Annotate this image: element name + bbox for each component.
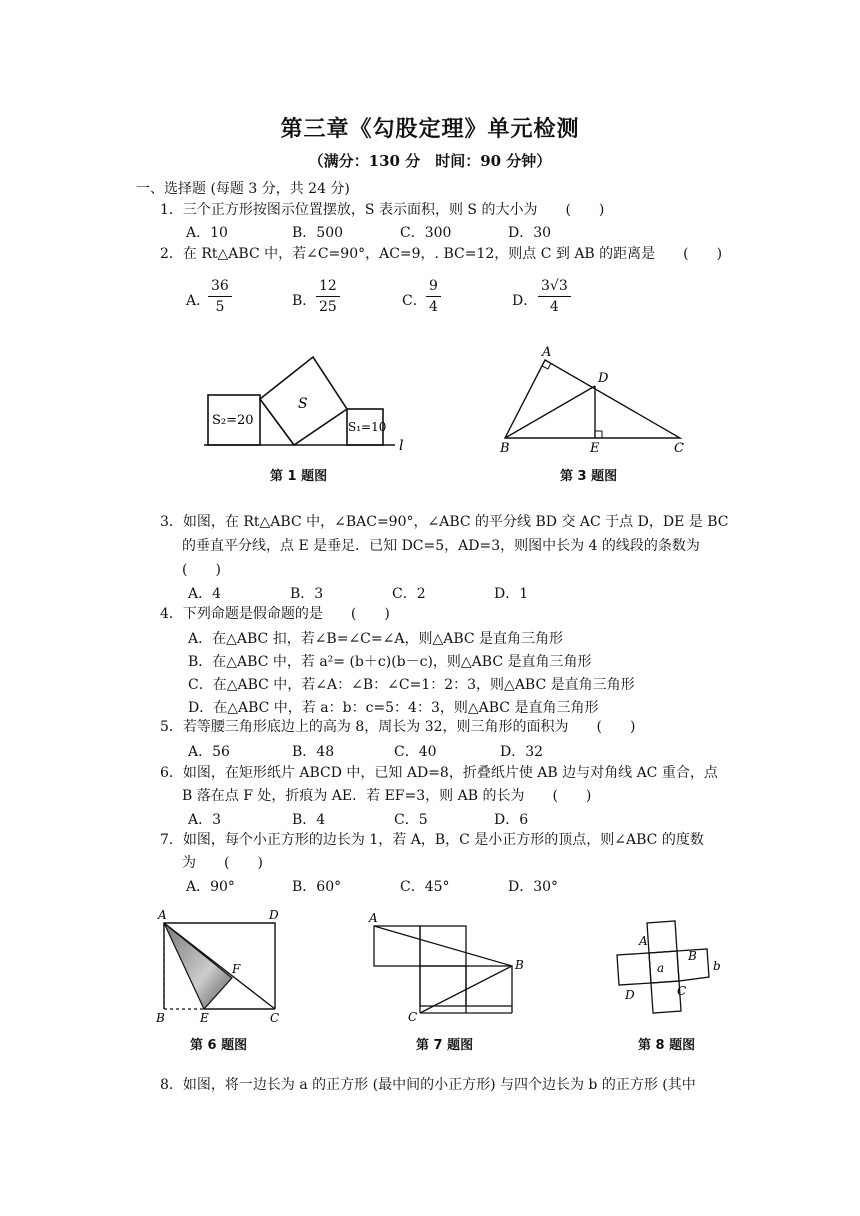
question-2-option-b-fraction xyxy=(316,278,340,315)
fig8-label-b-side: b xyxy=(713,959,721,973)
question-5-option-c: C．40 xyxy=(394,744,437,760)
fig8-label-d-point: D xyxy=(625,988,635,1002)
fraction-denominator: 4 xyxy=(549,299,559,315)
question-1-option-c: C．300 xyxy=(400,225,452,241)
fraction-numerator: 9 xyxy=(426,278,441,297)
figure-7-caption: 第 7 题图 xyxy=(416,1038,474,1053)
question-3-option-d: D．1 xyxy=(494,586,529,602)
question-5-option-b: B．48 xyxy=(292,744,335,760)
fig8-label-c-point: C xyxy=(677,984,687,998)
question-8-stem: 8．如图，将一边长为 a 的正方形 (最中间的小正方形) 与四个边长为 b 的正方形 (其中 xyxy=(160,1077,696,1093)
question-6-stem-line-1: 6．如图，在矩形纸片 ABCD 中，已知 AD=8，折叠纸片使 AB 边与对角线 AC 重合，点 xyxy=(160,765,718,781)
figure-8 xyxy=(605,915,730,1025)
figure-6 xyxy=(152,905,292,1025)
fig6-label-b: B xyxy=(156,1011,165,1025)
question-2-option-a-letter: A． xyxy=(186,293,211,309)
question-7-option-b: B．60° xyxy=(292,879,342,895)
question-4-option-c: C．在△ABC 中，若∠A：∠B：∠C=1：2：3，则△ABC 是直角三角形 xyxy=(188,677,635,693)
section-heading: 一、选择题 (每题 3 分，共 24 分) xyxy=(136,181,350,197)
figure-3-caption: 第 3 题图 xyxy=(560,469,618,484)
figure-1 xyxy=(200,350,420,460)
question-6-stem-line-2: B 落在点 F 处，折痕为 AE．若 EF=3，则 AB 的长为 ( ) xyxy=(182,788,592,804)
question-7-option-c: C．45° xyxy=(400,879,450,895)
question-4-option-a: A．在△ABC 扣，若∠B=∠C=∠A，则△ABC 是直角三角形 xyxy=(188,631,564,647)
fig3-label-d: D xyxy=(598,371,609,386)
question-5-stem: 5．若等腰三角形底边上的高为 8，周长为 32，则三角形的面积为 ( ) xyxy=(160,719,636,735)
fig6-label-d: D xyxy=(269,908,279,922)
fig3-label-e: E xyxy=(590,441,600,456)
fig8-label-a-side: a xyxy=(657,961,665,975)
figure-8-caption: 第 8 题图 xyxy=(638,1038,696,1053)
question-2-stem: 2．在 Rt△ABC 中，若∠C=90°，AC=9，. BC=12，则点 C 到 AB 的距离是 ( ) xyxy=(160,246,723,262)
question-5-option-a: A．56 xyxy=(188,744,230,760)
question-6-option-a: A．3 xyxy=(188,812,222,828)
question-7-stem-line-1: 7．如图，每个小正方形的边长为 1，若 A，B，C 是小正方形的顶点，则∠ABC 的度数 xyxy=(160,832,704,848)
question-2-option-c-fraction xyxy=(426,278,441,315)
question-7-option-a: A．90° xyxy=(186,879,235,895)
question-7-option-d: D．30° xyxy=(508,879,559,895)
question-4-option-d: D．在△ABC 中，若 a：b：c=5：4：3，则△ABC 是直角三角形 xyxy=(188,700,599,716)
fig3-label-c: C xyxy=(674,441,684,456)
fig8-label-b-point: B xyxy=(688,949,697,963)
question-6-option-c: C．5 xyxy=(394,812,428,828)
fraction-numerator: 36 xyxy=(208,278,232,297)
fraction-numerator: 3√3 xyxy=(538,278,571,297)
question-6-option-b: B．4 xyxy=(292,812,326,828)
question-2-option-d-letter: D． xyxy=(512,293,538,309)
fig7-label-b: B xyxy=(515,958,524,972)
fig1-label-s1: S₁=10 xyxy=(348,420,387,434)
fig3-label-a: A xyxy=(542,345,552,360)
question-3-option-a: A．4 xyxy=(188,586,222,602)
question-4-stem: 4．下列命题是假命题的是 ( ) xyxy=(160,606,390,622)
question-2-option-a-fraction xyxy=(208,278,232,315)
page-subtitle: （满分：130 分 时间：90 分钟） xyxy=(308,152,552,170)
figure-7 xyxy=(360,905,535,1025)
fraction-denominator: 5 xyxy=(215,299,225,315)
page-title: 第三章《勾股定理》单元检测 xyxy=(280,116,580,142)
question-5-option-d: D．32 xyxy=(500,744,544,760)
question-1-option-b: B．500 xyxy=(292,225,344,241)
fig1-label-s2: S₂=20 xyxy=(212,413,254,428)
figure-3 xyxy=(490,340,700,460)
question-3-option-b: B．3 xyxy=(290,586,324,602)
fig7-label-a: A xyxy=(369,911,378,925)
fig8-label-a-point: A xyxy=(639,934,648,948)
fig6-label-f: F xyxy=(232,962,241,976)
question-2-option-b-letter: B． xyxy=(292,293,317,309)
fig6-label-e: E xyxy=(200,1011,209,1025)
fraction-numerator: 12 xyxy=(316,278,340,297)
question-6-option-d: D．6 xyxy=(494,812,529,828)
fig1-label-s: S xyxy=(298,396,308,412)
fraction-denominator: 4 xyxy=(429,299,438,315)
question-2-option-c-letter: C． xyxy=(402,293,427,309)
fraction-denominator: 25 xyxy=(319,299,337,315)
question-1-stem: 1．三个正方形按图示位置摆放，S 表示面积，则 S 的大小为 ( ) xyxy=(160,202,605,218)
question-3-option-c: C．2 xyxy=(392,586,426,602)
fig3-label-b: B xyxy=(500,441,510,456)
figure-1-caption: 第 1 题图 xyxy=(270,469,328,484)
figure-6-caption: 第 6 题图 xyxy=(190,1038,248,1053)
fig1-label-l: l xyxy=(399,438,404,454)
fig7-label-c: C xyxy=(408,1010,418,1024)
question-2-option-d-fraction xyxy=(538,278,571,315)
question-3-stem-line-1: 3．如图，在 Rt△ABC 中，∠BAC=90°，∠ABC 的平分线 BD 交 AC 于点 D，DE 是 BC xyxy=(160,514,729,530)
fig6-label-c: C xyxy=(270,1011,280,1025)
question-3-stem-line-2: 的垂直平分线，点 E 是垂足．已知 DC=5，AD=3，则图中长为 4 的线段的条数为 xyxy=(182,538,700,554)
fig6-label-a: A xyxy=(158,908,167,922)
question-7-stem-line-2: 为 ( ) xyxy=(182,855,263,871)
question-3-stem-line-3: ( ) xyxy=(182,562,221,578)
question-1-option-d: D．30 xyxy=(508,225,552,241)
question-1-option-a: A．10 xyxy=(186,225,228,241)
question-4-option-b: B．在△ABC 中，若 a²= (b＋c)(b－c)，则△ABC 是直角三角形 xyxy=(188,654,592,670)
